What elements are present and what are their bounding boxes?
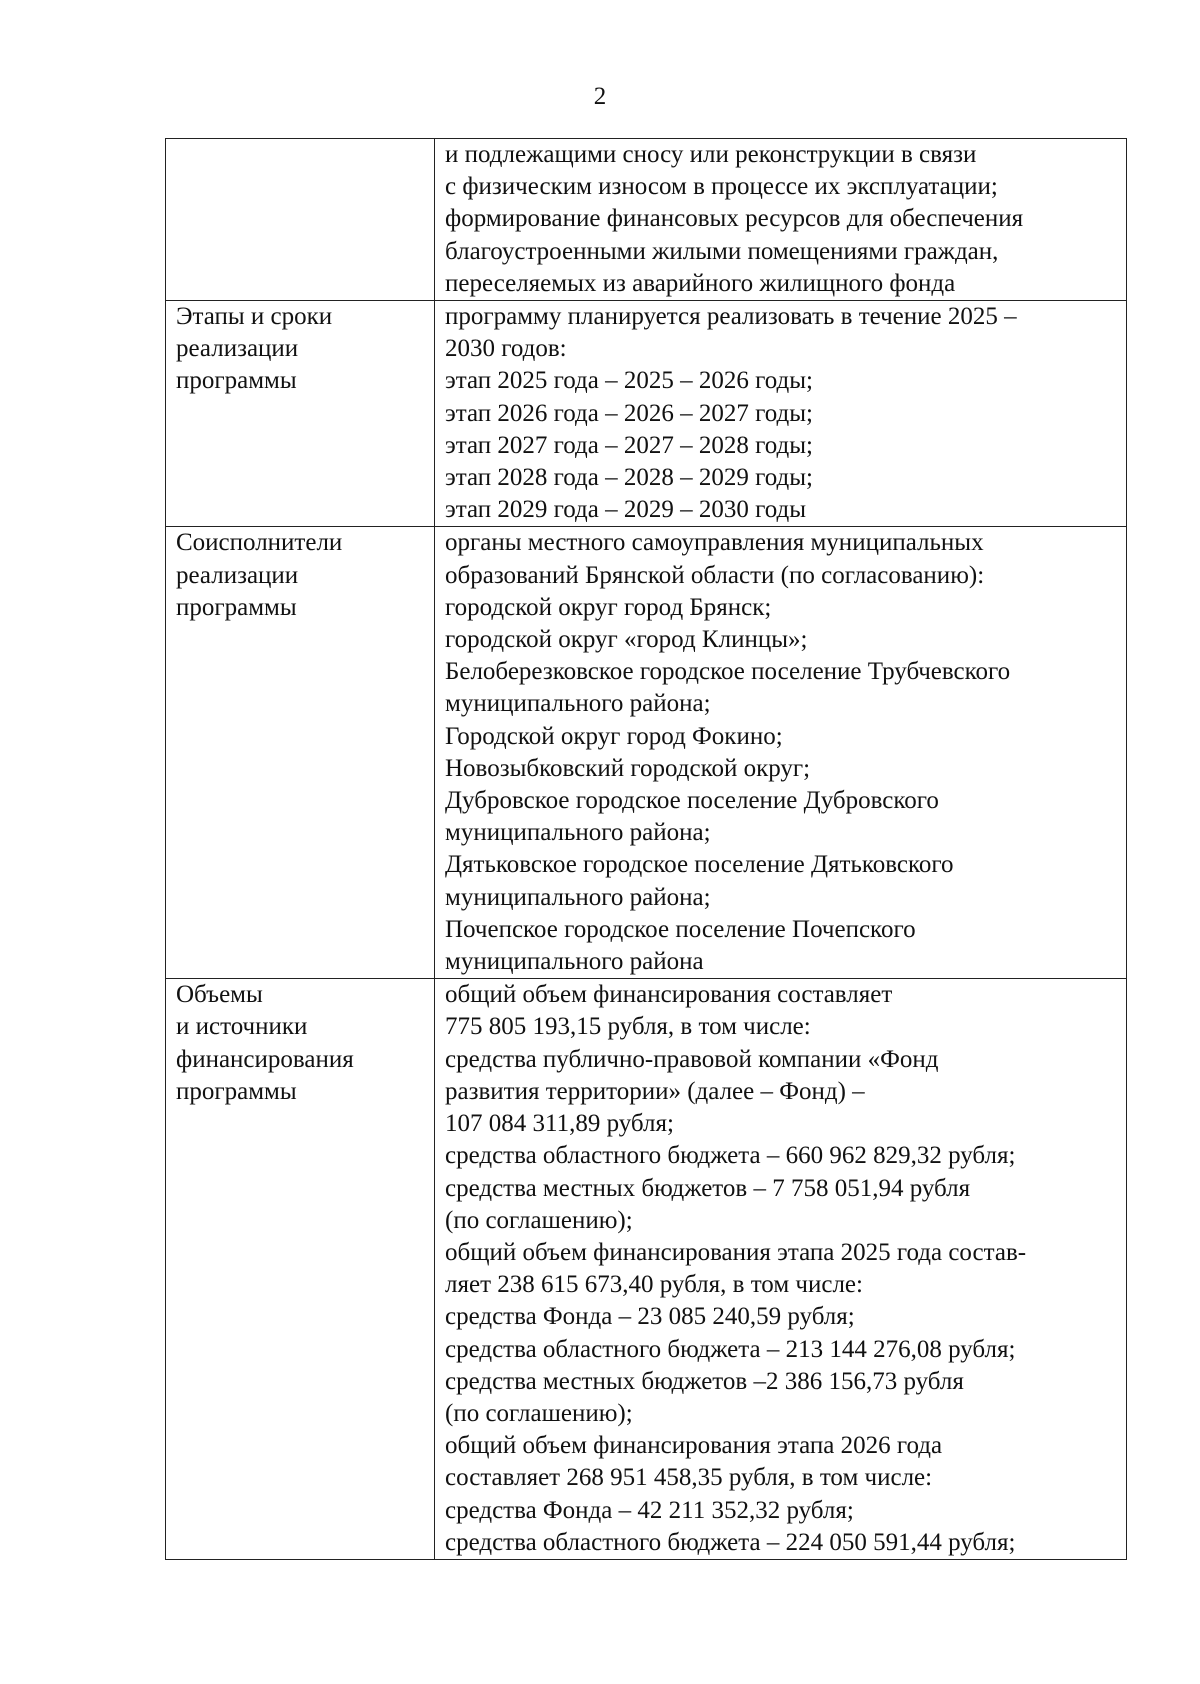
row-content-line: городской округ «город Клинцы»; (445, 626, 808, 654)
row-content-line: Белоберезковское городское поселение Трубчевского (445, 658, 1011, 686)
table-row (166, 301, 1127, 527)
row-content-line: Городской округ город Фокино; (445, 722, 783, 750)
row-content-cell (435, 979, 1127, 1560)
row-label-cell (166, 527, 435, 979)
row-content-line: (по соглашению); (445, 1399, 633, 1427)
row-content-line: средства Фонда – 42 211 352,32 рубля; (445, 1496, 854, 1524)
passport-table-body (166, 139, 1127, 1560)
row-content-line: общий объем финансирования этапа 2025 года состав- (445, 1238, 1027, 1266)
row-content-cell (435, 527, 1127, 979)
row-content-line: муниципального района; (445, 883, 711, 911)
row-content-line: составляет 268 951 458,35 рубля, в том числе: (445, 1464, 933, 1492)
row-content-line: 2030 годов: (445, 335, 567, 363)
table-row (166, 139, 1127, 301)
row-content-line: муниципального района; (445, 690, 711, 718)
row-content-line: муниципального района; (445, 819, 711, 847)
row-content-line: этап 2025 года – 2025 – 2026 годы; (445, 367, 813, 395)
row-label-line: и источники (176, 1013, 308, 1041)
row-content-line: средства местных бюджетов – 7 758 051,94 рубля (445, 1174, 971, 1202)
row-content-line: Новозыбковский городской округ; (445, 754, 811, 782)
row-content-line: общий объем финансирования этапа 2026 года (445, 1432, 943, 1460)
row-content-line: органы местного самоуправления муниципальных (445, 529, 984, 557)
row-label-line: Этапы и сроки (176, 303, 333, 331)
row-content-line: Дубровское городское поселение Дубровского (445, 787, 939, 815)
row-content-line: благоустроенными жилыми помещениями граждан, (445, 237, 999, 265)
table-row (166, 527, 1127, 979)
row-content-line: средства местных бюджетов –2 386 156,73 рубля (445, 1367, 964, 1395)
row-label-cell (166, 301, 435, 527)
row-label-cell (166, 139, 435, 301)
row-content-line: городской округ город Брянск; (445, 593, 772, 621)
row-content-line: средства Фонда – 23 085 240,59 рубля; (445, 1303, 855, 1331)
row-label-line: Объемы (176, 981, 263, 1009)
row-label-line: реализации (176, 335, 299, 363)
row-content-line: этап 2027 года – 2027 – 2028 годы; (445, 431, 813, 459)
row-content-line: средства областного бюджета – 660 962 829,32 рубля; (445, 1142, 1016, 1170)
row-content-line: с физическим износом в процессе их эксплуатации; (445, 173, 998, 201)
row-label-line: программы (176, 1077, 297, 1105)
row-content-line: 775 805 193,15 рубля, в том числе: (445, 1013, 811, 1041)
row-content-cell (435, 301, 1127, 527)
row-content-line: переселяемых из аварийного жилищного фонда (445, 269, 956, 297)
row-content-line: средства областного бюджета – 224 050 591,44 рубля; (445, 1528, 1016, 1556)
row-content-line: общий объем финансирования составляет (445, 981, 893, 1009)
row-label-line: Соисполнители (176, 529, 343, 557)
row-content-line: развития территории» (далее – Фонд) – (445, 1077, 865, 1105)
row-label-line: финансирования (176, 1045, 354, 1073)
row-content-line: этап 2026 года – 2026 – 2027 годы; (445, 399, 813, 427)
row-content-line: этап 2028 года – 2028 – 2029 годы; (445, 464, 813, 492)
row-content-line: образований Брянской области (по согласованию): (445, 561, 985, 589)
program-passport-table (165, 138, 1127, 1560)
row-content-line: Дятьковское городское поселение Дятьковского (445, 851, 954, 879)
row-content-line: 107 084 311,89 рубля; (445, 1110, 674, 1138)
table-row (166, 979, 1127, 1560)
page-number: 2 (593, 83, 607, 110)
row-content-line: ляет 238 615 673,40 рубля, в том числе: (445, 1271, 863, 1299)
row-label-line: программы (176, 367, 297, 395)
row-content-line: формирование финансовых ресурсов для обеспечения (445, 205, 1024, 233)
row-content-line: (по соглашению); (445, 1206, 633, 1234)
row-content-line: и подлежащими сносу или реконструкции в связи (445, 141, 977, 168)
row-label-line: программы (176, 593, 297, 621)
row-label-line: реализации (176, 561, 299, 589)
row-label-cell (166, 979, 435, 1560)
row-content-line: Почепское городское поселение Почепского (445, 915, 916, 943)
row-content-line: средства областного бюджета – 213 144 276,08 рубля; (445, 1335, 1016, 1363)
row-content-line: муниципального района (445, 948, 704, 976)
row-content-line: этап 2029 года – 2029 – 2030 годы (445, 496, 807, 524)
row-content-cell (435, 139, 1127, 301)
row-content-line: программу планируется реализовать в течение 2025 – (445, 303, 1017, 331)
row-content-line: средства публично-правовой компании «Фонд (445, 1045, 939, 1073)
